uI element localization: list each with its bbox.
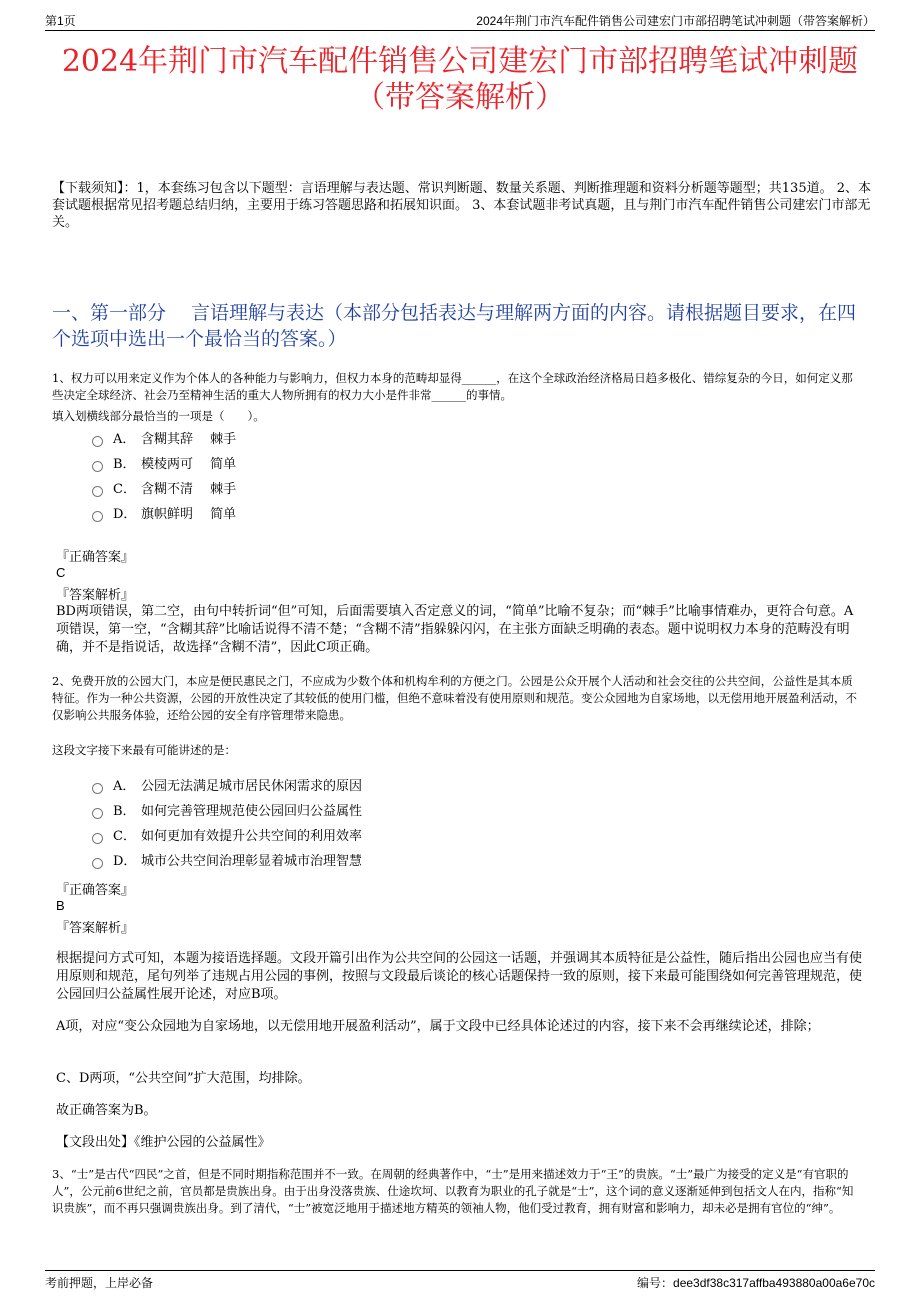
correct-answer: C (56, 565, 66, 580)
option-letter: B． (113, 804, 136, 819)
question-1-prompt: 填入划横线部分最恰当的一项是（ ）。 (52, 409, 265, 423)
option-c[interactable] (92, 824, 362, 849)
analysis-paragraph: A项，对应“变公众园地为自家场地，以无偿用地开展盈利活动”，属于文段中已经具体论述过的内容，接下来不会再继续论述，排除； (56, 1019, 820, 1034)
question-2-options (92, 774, 362, 874)
page-header (45, 12, 875, 31)
option-letter: B． (113, 457, 136, 472)
question-3-stem: 3、“士”是古代“四民”之首，但是不同时期指称范围并不一致。在周朝的经典著作中，“士”是用来描述效力于“王”的贵族。“士”最广为接受的定义是“有官职的人”，公元前6世纪之前，官员都是贵族出身。由于出身没落贵族、仕途坎坷、以教育为职业的孔子就是“士”，这个词的意义逐渐延伸到包括文人在内，指称“知识贵族”，而不再只强调贵族出身。到了清代，“士”被宽泛地用于描述地方精英的领袖人物，他们受过教育，拥有财富和影响力，却未必是拥有官位的“绅”。 (52, 1167, 854, 1215)
analysis-paragraph: C、D两项，“公共空间”扩大范围，均排除。 (56, 1071, 311, 1086)
correct-answer: B (56, 898, 65, 913)
document-title: 2024年荆门市汽车配件销售公司建宏门市部招聘笔试冲刺题 (61, 44, 859, 79)
question-2-prompt: 这段文字接下来最有可能讲述的是： (52, 743, 236, 757)
document-subtitle: （带答案解析） (355, 80, 565, 115)
radio-icon[interactable] (92, 461, 103, 472)
page-footer (45, 1270, 875, 1291)
option-text: 含糊其辞 棘手 (141, 432, 237, 447)
option-text: 旗帜鲜明 简单 (141, 507, 237, 522)
section-heading: 一、第一部分 言语理解与表达（本部分包括表达与理解两方面的内容。请根据题目要求，在四个选项中选出一个最恰当的答案。） (52, 302, 857, 350)
analysis-tag: 『答案解析』 (56, 588, 135, 603)
radio-icon[interactable] (92, 436, 103, 447)
answer-tag: 『正确答案』 (56, 550, 135, 565)
option-text: 含糊不清 棘手 (141, 482, 237, 497)
header-doc-title: 2024年荆门市汽车配件销售公司建宏门市部招聘笔试冲刺题（带答案解析） (476, 14, 875, 28)
question-1-options (92, 427, 236, 527)
footer-slogan: 考前押题，上岸必备 (45, 1276, 154, 1290)
document-id: 编号：dee3df38c317affba493880a00a6e70c (637, 1276, 875, 1290)
radio-icon[interactable] (92, 783, 103, 794)
option-text: 模棱两可 简单 (141, 457, 237, 472)
option-d[interactable] (92, 849, 362, 874)
radio-icon[interactable] (92, 808, 103, 819)
analysis-tag: 『答案解析』 (56, 921, 135, 936)
option-a[interactable] (92, 427, 236, 452)
option-b[interactable] (92, 799, 362, 824)
option-text: 如何完善管理规范使公园回归公益属性 (141, 804, 363, 819)
radio-icon[interactable] (92, 511, 103, 522)
option-d[interactable] (92, 502, 236, 527)
question-2-stem: 2、免费开放的公园大门，本应是便民惠民之门，不应成为少数个体和机构牟利的方便之门。公园是公众开展个人活动和社会交往的公共空间，公益性是其本质特征。作为一种公共资源，公园的开放性决定了其较低的使用门槛，但绝不意味着没有使用原则和规范。变公众园地为自家场地，以无偿用地开展盈利活动，不仅影响公共服务体验，还给公园的安全有序管理带来隐患。 (52, 674, 857, 722)
answer-analysis: BD两项错误，第二空，由句中转折词“但”可知，后面需要填入否定意义的词，“简单”比喻不复杂；而“棘手”比喻事情难办，更符合句意。A项错误，第一空，“含糊其辞”比喻话说得不清不楚；“含糊不清”指躲躲闪闪，在主张方面缺乏明确的表态。题中说明权力本身的范畴没有明确，并不是指说话，故选择“含糊不清”，因此C项正确。 (56, 604, 854, 655)
radio-icon[interactable] (92, 858, 103, 869)
text-source: 【文段出处】《维护公园的公益属性》 (56, 1135, 271, 1150)
option-letter: C． (113, 829, 136, 844)
option-letter: D． (113, 854, 137, 869)
option-text: 城市公共空间治理彰显着城市治理智慧 (141, 854, 363, 869)
option-a[interactable] (92, 774, 362, 799)
question-1-stem: 1、权力可以用来定义作为个体人的各种能力与影响力，但权力本身的范畴却显得______，在这个全球政治经济格局日趋多极化、错综复杂的今日，如何定义那些决定全球经济、社会乃至精神生活的重大人物所拥有的权力大小是件非常______的事情。 (52, 371, 853, 402)
option-text: 公园无法满足城市居民休闲需求的原因 (141, 779, 363, 794)
radio-icon[interactable] (92, 486, 103, 497)
option-c[interactable] (92, 477, 236, 502)
option-text: 如何更加有效提升公共空间的利用效率 (141, 829, 363, 844)
page-number: 第1页 (45, 14, 76, 28)
option-b[interactable] (92, 452, 236, 477)
radio-icon[interactable] (92, 833, 103, 844)
option-letter: C． (113, 482, 136, 497)
option-letter: A． (113, 779, 136, 794)
analysis-paragraph: 故正确答案为B。 (56, 1103, 157, 1118)
option-letter: D． (113, 507, 137, 522)
analysis-paragraph: 根据提问方式可知，本题为接语选择题。文段开篇引出作为公共空间的公园这一话题，并强调其本质特征是公益性，随后指出公园也应当有使用原则和规范，尾句列举了违规占用公园的事例，按照与文段最后谈论的核心话题保持一致的原则，接下来最可能围绕如何完善管理规范，使公园回归公益属性展开论述，对应B项。 (56, 951, 863, 1002)
option-letter: A． (113, 432, 136, 447)
download-notice: 【下载须知】：1，本套练习包含以下题型：言语理解与表达题、常识判断题、数量关系题、判断推理题和资料分析题等题型；共135道。 2、本套试题根据常见招考题总结归纳，主要用于练习答题思路和拓展知识面。 3、本套试题非考试真题，且与荆门市汽车配件销售公司建宏门市部无关。 (52, 181, 871, 230)
answer-tag: 『正确答案』 (56, 883, 135, 898)
